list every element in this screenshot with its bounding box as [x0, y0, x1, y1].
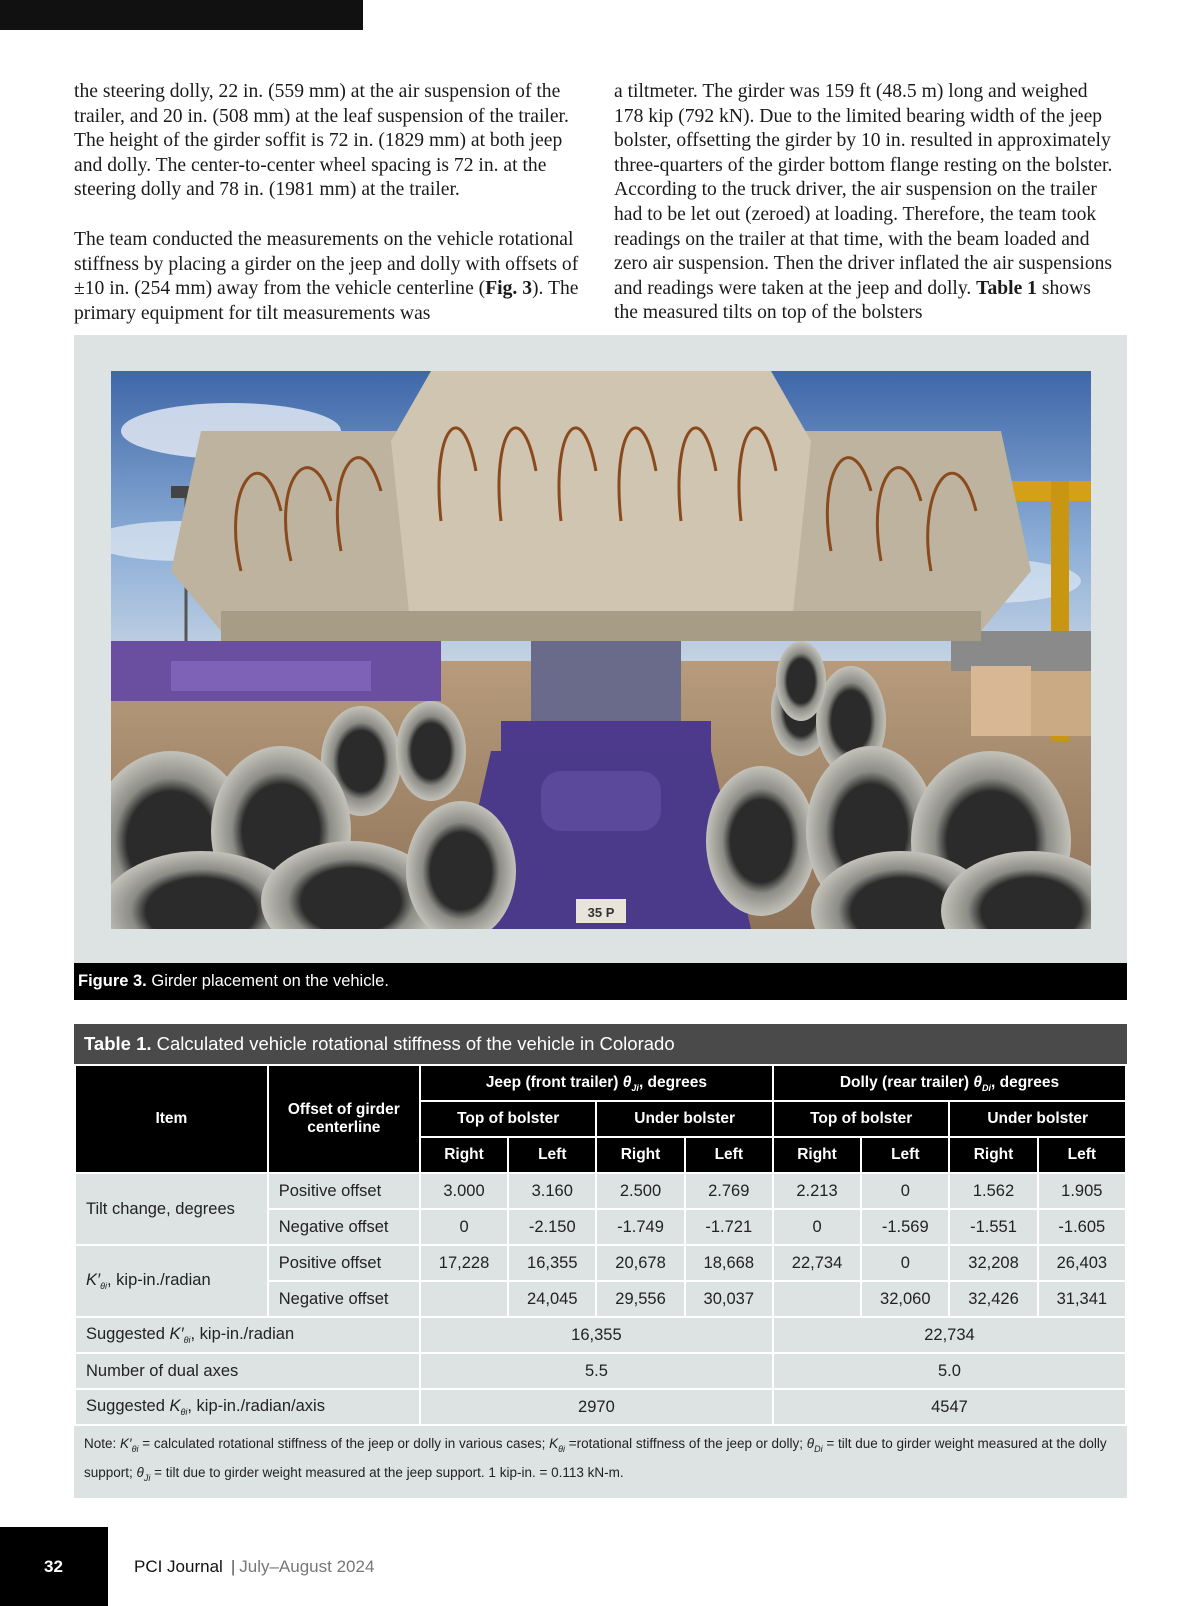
table-cell: 30,037: [685, 1281, 773, 1317]
table-cell: 17,228: [420, 1245, 508, 1281]
table-cell: 2.769: [685, 1173, 773, 1209]
table-cell: 0: [773, 1209, 861, 1245]
table-cell: -1.551: [949, 1209, 1037, 1245]
header-right: Right: [949, 1137, 1037, 1173]
positive-offset-label: Positive offset: [268, 1245, 420, 1281]
theta-symbol: θ: [973, 1073, 983, 1091]
table-cell: 0: [420, 1209, 508, 1245]
table-note: [74, 1426, 1127, 1498]
theta-symbol: θ: [622, 1073, 632, 1091]
header-dolly: [773, 1065, 1126, 1101]
spare-tire: [776, 641, 826, 721]
k-subscript: θi: [183, 1335, 191, 1345]
theta-subscript: Ji: [143, 1473, 151, 1483]
k-positive-row: [75, 1245, 1126, 1281]
table-cell: 2.213: [773, 1173, 861, 1209]
table-cell: 0: [861, 1245, 949, 1281]
table-cell: 16,355: [508, 1245, 596, 1281]
figure-caption-text: Girder placement on the vehicle.: [151, 972, 389, 990]
note-part-b: = calculated rotational stiffness of the jeep or dolly in various cases;: [138, 1436, 550, 1451]
tire: [706, 766, 816, 916]
tilt-positive-row: [75, 1173, 1126, 1209]
k-subscript: θi: [131, 1444, 139, 1454]
right-paragraph-1-end: shows the measured tilts on top of the bolsters: [614, 277, 1091, 324]
table-cell: 1.562: [949, 1173, 1037, 1209]
theta-symbol: θ: [806, 1436, 815, 1451]
license-plate-text: 35 P: [587, 905, 615, 920]
header-row-1: [75, 1065, 1126, 1101]
lumber-pallet: [1031, 671, 1091, 736]
purple-trailer-deck: [171, 661, 371, 691]
theta-symbol: θ: [136, 1465, 144, 1480]
bolster: [501, 721, 711, 751]
suggested-k-jeep: 16,355: [420, 1317, 773, 1353]
figure-reference: Fig. 3: [485, 278, 533, 300]
lumber-pallet: [971, 666, 1031, 736]
header-jeep-suffix: , degrees: [638, 1073, 707, 1091]
header-left: Left: [508, 1137, 596, 1173]
tilt-change-label: Tilt change, degrees: [75, 1173, 268, 1245]
page-number: 32: [44, 1557, 63, 1576]
table-cell: 32,060: [861, 1281, 949, 1317]
girder-face: [391, 371, 811, 631]
bearing-block: [531, 641, 681, 731]
header-jeep-under: Under bolster: [596, 1101, 773, 1137]
table-cell: 32,208: [949, 1245, 1037, 1281]
k-label-text: , kip-in./radian: [107, 1271, 211, 1289]
left-text-column: [74, 80, 579, 326]
k-subscript: θi: [558, 1444, 565, 1454]
suggested-k-prefix: Suggested: [86, 1325, 170, 1343]
top-black-bar: [0, 0, 363, 30]
table-cell: [773, 1281, 861, 1317]
journal-name: PCI Journal: [134, 1557, 223, 1576]
k-per-axis-dolly: 4547: [773, 1389, 1126, 1425]
header-right: Right: [773, 1137, 861, 1173]
journal-issue: July–August 2024: [239, 1557, 375, 1576]
left-paragraph-1: the steering dolly, 22 in. (559 mm) at the air suspension of the trailer, and 20 in. (508 mm) at the leaf suspension of the trailer. The height of the girder soffit is 72 in. (1829 mm) at both jeep and dolly. The center-to-center wheel spacing is 72 in. at the steering dolly and 78 in. (1981 mm) at the trailer.: [74, 81, 569, 201]
k-symbol: K′: [120, 1436, 132, 1451]
header-right: Right: [596, 1137, 684, 1173]
header-dolly-prefix: Dolly (rear trailer): [839, 1073, 974, 1091]
table-title: [74, 1024, 1127, 1064]
k-per-axis-label: [75, 1389, 420, 1425]
header-right: Right: [420, 1137, 508, 1173]
dual-axes-label: Number of dual axes: [75, 1353, 420, 1389]
table-reference: Table 1: [976, 277, 1037, 299]
girder-soffit: [221, 611, 981, 641]
table-cell: 26,403: [1038, 1245, 1126, 1281]
stiffness-table: [74, 1064, 1127, 1426]
suggested-k-row: [75, 1317, 1126, 1353]
header-left: Left: [861, 1137, 949, 1173]
table-cell: -1.721: [685, 1209, 773, 1245]
header-left: Left: [685, 1137, 773, 1173]
theta-subscript: Di: [814, 1444, 823, 1454]
table-cell: 3.160: [508, 1173, 596, 1209]
k-symbol: K: [549, 1436, 559, 1451]
suggested-k-label: [75, 1317, 420, 1353]
table-cell: 18,668: [685, 1245, 773, 1281]
note-part-e: = tilt due to girder weight measured at the jeep support. 1 kip-in. = 0.113 kN-m.: [150, 1465, 624, 1480]
k-per-axis-suffix: , kip-in./radian/axis: [187, 1397, 325, 1415]
theta-subscript: Ji: [631, 1082, 639, 1093]
tire: [396, 701, 466, 801]
frame-drum: [541, 771, 661, 831]
k-per-axis-row: [75, 1389, 1126, 1425]
header-jeep-prefix: Jeep (front trailer): [485, 1073, 623, 1091]
note-part-d: = tilt due to girder weight measured at the dolly support;: [84, 1436, 1107, 1480]
dual-axes-dolly: 5.0: [773, 1353, 1126, 1389]
table-cell: -2.150: [508, 1209, 596, 1245]
table-cell: 0: [861, 1173, 949, 1209]
table-cell: 24,045: [508, 1281, 596, 1317]
table-label: Table 1.: [84, 1033, 152, 1054]
k-per-axis-prefix: Suggested: [86, 1397, 170, 1415]
theta-subscript: Di: [982, 1082, 992, 1093]
dual-axes-row: [75, 1353, 1126, 1389]
suggested-k-dolly: 22,734: [773, 1317, 1126, 1353]
girder-photo: [111, 371, 1091, 929]
table-cell: 29,556: [596, 1281, 684, 1317]
figure-panel: [74, 335, 1127, 963]
table-cell: 20,678: [596, 1245, 684, 1281]
footer-separator: |: [230, 1557, 236, 1576]
header-jeep: [420, 1065, 773, 1101]
table-cell: 1.905: [1038, 1173, 1126, 1209]
left-paragraph-2: [74, 228, 579, 326]
note-prefix: Note:: [84, 1436, 121, 1451]
k-subscript: θi: [180, 1407, 188, 1417]
k-symbol: K: [169, 1397, 181, 1415]
negative-offset-label: Negative offset: [268, 1281, 420, 1317]
figure-caption: [74, 963, 1127, 1000]
header-offset: Offset of girder centerline: [268, 1065, 420, 1173]
left-paragraph-2-start: The team conducted the measurements on the vehicle rotational stiffness by placing a girder on the jeep and dolly with offsets of ±10 in. (254 mm) away from the vehicle centerline (: [74, 228, 579, 300]
table-cell: [420, 1281, 508, 1317]
table-cell: 32,426: [949, 1281, 1037, 1317]
k-symbol: K′: [86, 1271, 101, 1289]
right-text-column: [614, 80, 1119, 326]
header-dolly-suffix: , degrees: [991, 1073, 1060, 1091]
note-part-c: =rotational stiffness of the jeep or dolly;: [564, 1436, 807, 1451]
header-item: Item: [75, 1065, 268, 1173]
table-cell: -1.749: [596, 1209, 684, 1245]
table-cell: -1.569: [861, 1209, 949, 1245]
table-cell: 31,341: [1038, 1281, 1126, 1317]
journal-footer: [134, 1557, 374, 1577]
right-paragraph-1: [614, 80, 1119, 326]
table-1: [74, 1024, 1127, 1498]
table-title-text: Calculated vehicle rotational stiffness of the vehicle in Colorado: [156, 1033, 675, 1054]
girder-photo-illustration: [111, 371, 1091, 929]
k-label: [75, 1245, 268, 1317]
k-symbol: K′: [169, 1325, 184, 1343]
table-cell: 22,734: [773, 1245, 861, 1281]
table-cell: 3.000: [420, 1173, 508, 1209]
positive-offset-label: Positive offset: [268, 1173, 420, 1209]
table-cell: 2.500: [596, 1173, 684, 1209]
header-dolly-top: Top of bolster: [773, 1101, 950, 1137]
header-dolly-under: Under bolster: [949, 1101, 1126, 1137]
k-subscript: θi: [100, 1281, 107, 1291]
table-cell: -1.605: [1038, 1209, 1126, 1245]
negative-offset-label: Negative offset: [268, 1209, 420, 1245]
header-left: Left: [1038, 1137, 1126, 1173]
dual-axes-jeep: 5.5: [420, 1353, 773, 1389]
right-paragraph-1-start: a tiltmeter. The girder was 159 ft (48.5 m) long and weighed 178 kip (792 kN). Due to the limited bearing width of the jeep bolster, offsetting the girder by 10 in. resulted in approximately three-quarters of the girder bottom flange resting on the bolster. According to the truck driver, the air suspension on the trailer had to be let out (zeroed) at loading. Therefore, the team took readings on the trailer at that time, with the beam loaded and zero air suspension. Then the driver inflated the air suspensions and readings were taken at the jeep and dolly.: [614, 81, 1113, 299]
figure-label: Figure 3.: [78, 972, 147, 990]
header-jeep-top: Top of bolster: [420, 1101, 597, 1137]
left-paragraph-2-end: ). The primary equipment for tilt measurements was: [74, 278, 579, 324]
suggested-k-suffix: , kip-in./radian: [190, 1325, 295, 1343]
k-per-axis-jeep: 2970: [420, 1389, 773, 1425]
